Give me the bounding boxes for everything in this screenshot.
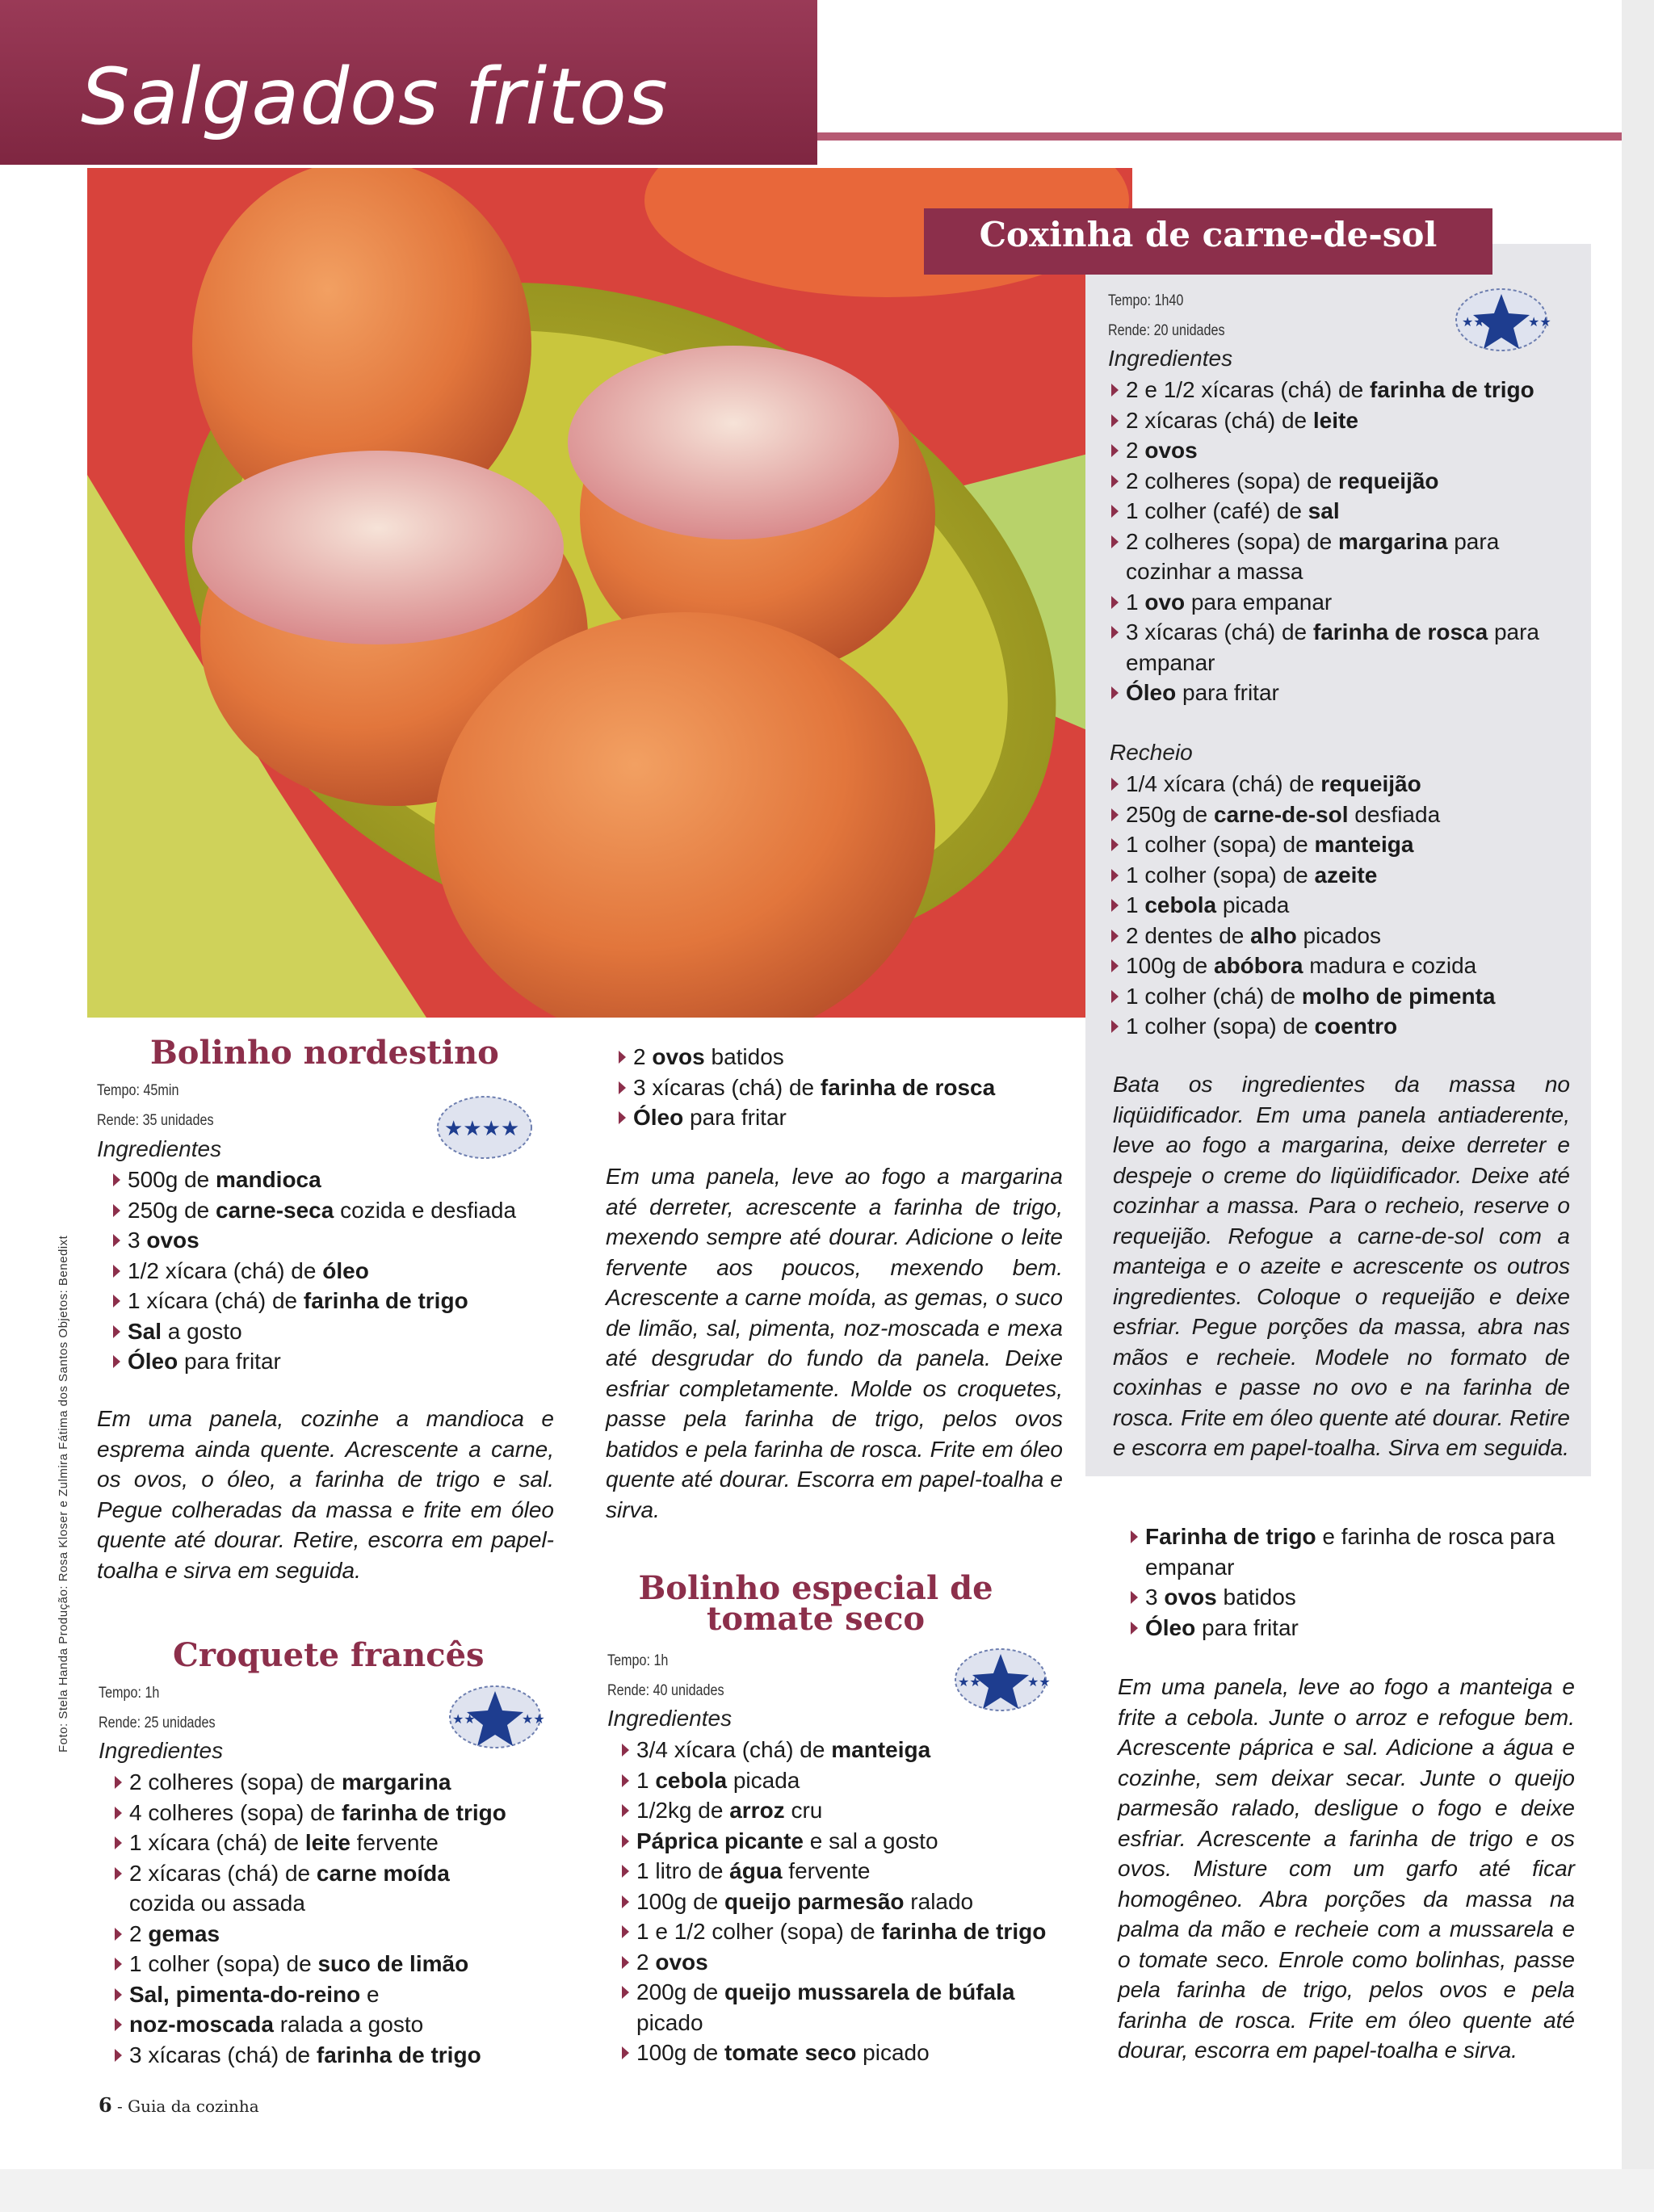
bolinho-tomate-title-line1: Bolinho especial de [638,1569,993,1607]
ingredient-item [115,1979,518,2010]
bolinho-tomate-ingredient-list [622,1735,1074,2068]
difficulty-stars-icon [433,1092,536,1163]
ingredient-text: Óleo [1145,1614,1196,1640]
ingredient-item [1111,527,1557,587]
ingredient-item [622,1735,1074,1765]
ingredient-item [115,2009,518,2040]
ingredient-text: 1/2 xícara (chá) de [128,1257,323,1283]
ingredient-text: para fritar [178,1349,281,1374]
ingredient-text: 1 colher (sopa) de [1126,832,1315,857]
ingredient-text: Sal, pimenta-do-reino [129,1981,361,2007]
ingredient-item [115,2040,518,2071]
ingredient-text: picado [856,2040,930,2065]
ingredient-text: batidos [1216,1584,1296,1610]
bolinho-nordestino-title: Bolinho nordestino [150,1034,499,1072]
ingredient-item [1131,1522,1583,1582]
ingredient-text: ovos [146,1228,199,1253]
ingredient-text: ovos [652,1044,705,1069]
ingredient-text: 250g de [128,1197,216,1223]
croquete-ingredient-list [115,1767,518,2070]
coxinha-tempo: Tempo: 1h40 [1108,292,1184,309]
ingredient-text: carne-seca [216,1197,334,1223]
ingredient-text: para fritar [683,1105,787,1130]
ingredient-item [619,1102,1071,1133]
ingredient-text: margarina [342,1769,451,1794]
bolinho-nordestino-tempo: Tempo: 45min [97,1082,179,1099]
ingredient-item [1111,375,1557,405]
ingredient-item [113,1225,565,1256]
coxinha-ingredient-list [1111,375,1557,708]
coxinha-rende: Rende: 20 unidades [1108,322,1225,339]
ingredient-text: óleo [322,1257,369,1283]
photo-credit-text: Foto: Stela Handa Produção: Rosa Kloser e Zulmira Fátima dos Santos Objetos: Benedixt [57,1235,70,1752]
svg-text:★★: ★★ [452,1713,476,1727]
ingredient-text: Sal [128,1318,162,1344]
ingredient-text: 1 colher (café) de [1126,498,1308,523]
ingredient-text: 1/4 xícara (chá) de [1126,771,1321,796]
ingredient-item [1111,617,1557,678]
ingredient-text: e sal a gosto [803,1828,938,1853]
ingredient-item [622,1887,1074,1917]
ingredient-text: 3 [128,1228,147,1253]
difficulty-star-icon [1450,284,1552,355]
coxinha-method: Bata os ingredientes da massa no liqüidificador. Em uma panela antiaderente, leve ao fogo a margarina, deixe derreter e despeje o creme do liqüidificador. Deixe até cozinhar a massa. Para o recheio, reserve o requeijão. Refogue a carne-de-sol com a manteiga e o azeite e acrescente os outros ingredientes. Coloque o requeijão e deixe esfriar. Pegue porções da massa, abra nas mãos e recheie. Modele no formato de coxinhas e passe no ovo e na farinha de rosca. Frite em óleo quente até dourar. Retire e escorra em papel-toalha. Sirva em seguida. [1113,1072,1570,1460]
ingredient-text: requeijão [1320,771,1421,796]
ingredient-text: 1 [636,1767,656,1793]
ingredient-text: a gosto [162,1318,242,1344]
ingredient-text: noz-moscada [129,2012,274,2037]
croquete-ingredients-label: Ingredientes [99,1738,224,1763]
ingredient-text: fervente [350,1830,439,1855]
ingredient-item [1111,496,1557,527]
coxinha-title: Coxinha de carne-de-sol [979,215,1438,254]
ingredient-text: picada [727,1767,800,1793]
ingredient-item [115,1767,518,1798]
ingredient-text: ovos [655,1949,708,1975]
ingredient-item [1111,678,1557,708]
croquete-title: Croquete francês [173,1636,485,1674]
ingredient-text: farinha de trigo [1369,377,1534,402]
page-number: 6 [99,2093,112,2117]
scan-bottom-edge [0,2169,1654,2212]
scan-edge [1622,0,1654,2212]
ingredient-text: sal [1308,498,1340,523]
ingredient-text: manteiga [831,1737,931,1762]
ingredient-text: e farinha de rosca para empanar [1145,1524,1555,1580]
ingredient-text: picado [636,2009,703,2035]
ingredient-text: 2 xícaras (chá) de [1126,407,1313,433]
ingredient-text: leite [1312,407,1358,433]
ingredient-text: 3 xícaras (chá) de [1126,619,1313,644]
ingredient-text: gemas [148,1920,220,1946]
svg-text:★★: ★★ [1462,316,1485,329]
bolinho-tomate-ingredients-label: Ingredientes [607,1706,733,1731]
ingredient-item [622,1856,1074,1887]
ingredient-item [113,1346,565,1377]
ingredient-text: e [360,1981,380,2007]
ingredient-text: requeijão [1338,468,1439,493]
ingredient-text: 250g de [1126,801,1214,827]
ingredient-text: para fritar [1195,1614,1299,1640]
ingredient-text: queijo mussarela de búfala [724,1979,1015,2004]
ingredient-text: para empanar [1185,589,1333,615]
ingredient-text: 3/4 xícara (chá) de [636,1737,832,1762]
croquete-rende: Rende: 25 unidades [99,1715,216,1731]
ingredient-item [113,1165,565,1195]
ingredient-text: suco de limão [317,1951,469,1976]
ingredient-text: 2 colheres (sopa) de [129,1769,342,1794]
ingredient-text: 2 [129,1920,149,1946]
ingredient-text: leite [304,1830,351,1855]
ingredient-text: picada [1216,892,1290,917]
ingredient-text: farinha de trigo [881,1919,1047,1944]
bolinho-tomate-tempo: Tempo: 1h [607,1652,669,1669]
ingredient-item [1111,769,1557,800]
ingredient-item [1111,466,1557,497]
ingredient-item [1131,1582,1583,1613]
croquete-ingredient-list-continued [619,1042,1071,1133]
ingredient-item [1111,435,1557,466]
ingredient-item [113,1195,565,1226]
ingredient-text: cebola [655,1767,728,1793]
ingredient-text: cozida ou assada [129,1891,305,1916]
ingredient-item [1111,951,1557,981]
photo-credit [57,1171,86,1752]
coxinha-filling-list [1111,769,1557,1042]
ingredient-text: 1 xícara (chá) de [128,1288,304,1313]
ingredient-item [622,1795,1074,1826]
ingredient-text: 2 [636,1949,656,1975]
ingredient-text: ovos [1144,438,1198,463]
ingredient-item [1111,587,1557,618]
ingredient-text: abóbora [1214,953,1303,978]
ingredient-text: 2 [633,1044,653,1069]
bolinho-tomate-method: Em uma panela, leve ao fogo a manteiga e frite a cebola. Junte o arroz e refogue bem. Acrescente páprica e sal. Adicione a água e cozinhe, sem deixar secar. Junte o queijo parmesão ralado, desligue o fogo e deixe esfriar. Acrescente a farinha de trigo e os ovos. Misture com um garfo até ficar homogêneo. Abra porções da massa na palma da mão e recheie com a mussarela e o tomate seco. Enrole como bolinhas, passe pela farinha de trigo, pelos ovos e pela farinha de rosca. Frite em óleo quente até dourar, escorra em papel-toalha e sirva. [1118,1674,1575,2063]
ingredient-text: madura e cozida [1303,953,1477,978]
ingredient-item [1111,1011,1557,1042]
ingredient-text: para fritar [1176,680,1279,705]
croquete-tempo: Tempo: 1h [99,1685,160,1702]
ingredient-text: picados [1296,922,1381,948]
svg-text:★★: ★★ [958,1676,981,1689]
ingredient-text: 100g de [1126,953,1214,978]
bolinho-tomate-ingredient-list-continued [1131,1522,1583,1643]
ingredient-item [1111,921,1557,951]
ingredient-text: ralada a gosto [273,2012,424,2037]
ingredient-text: cozida e desfiada [334,1197,517,1223]
ingredient-text: mandioca [216,1167,321,1192]
ingredient-text: 2 colheres (sopa) de [1126,528,1339,554]
ingredient-text: 1 [1126,589,1145,615]
bolinho-tomate-title-line2: tomate seco [706,1600,926,1638]
coxinha-ingredients-label: Ingredientes [1108,346,1233,371]
ingredient-text: 3 xícaras (chá) de [633,1074,821,1100]
ingredient-text: ralado [904,1888,974,1914]
ingredient-item [1111,405,1557,436]
ingredient-text: água [729,1858,783,1883]
ingredient-item [115,1858,518,1919]
ingredient-text: arroz [729,1798,785,1823]
ingredient-text: farinha de trigo [342,1799,506,1825]
ingredient-text: 2 dentes de [1126,922,1251,948]
page-title: Salgados fritos [81,52,669,142]
ingredient-text: 200g de [636,1979,724,2004]
bolinho-nordestino-ingredient-list [113,1165,565,1377]
coxinha-photo [87,168,1132,1018]
bolinho-nordestino-rende: Rende: 35 unidades [97,1112,214,1129]
ingredient-text: ovos [1164,1584,1217,1610]
ingredient-text: para cozinhar a massa [1126,528,1500,584]
ingredient-text: alho [1250,922,1297,948]
ingredient-text: margarina [1338,528,1448,554]
ingredient-item [115,1949,518,1979]
ingredient-item [115,1919,518,1950]
ingredient-item [1131,1613,1583,1643]
ingredient-text: farinha de rosca [820,1074,996,1100]
ingredient-text: 1 xícara (chá) de [129,1830,305,1855]
ingredient-text: 1 colher (sopa) de [129,1951,318,1976]
ingredient-item [1111,981,1557,1012]
header-rule [817,132,1622,141]
ingredient-item [113,1256,565,1286]
ingredient-text: Farinha de trigo [1145,1524,1316,1549]
ingredient-text: carne-de-sol [1214,801,1349,827]
ingredient-text: Páprica picante [636,1828,804,1853]
ingredient-item [622,2038,1074,2068]
ingredient-text: 1 colher (sopa) de [1126,1014,1315,1039]
ingredient-item [622,1765,1074,1796]
page-footer [99,2093,259,2117]
ingredient-item [622,1947,1074,1978]
ingredient-text: farinha de rosca [1312,619,1488,644]
ingredient-item [113,1316,565,1347]
ingredient-text: coentro [1314,1014,1398,1039]
difficulty-star-icon [950,1644,1052,1715]
ingredient-text: ovo [1144,589,1186,615]
ingredient-text: fervente [782,1858,871,1883]
ingredient-text: 500g de [128,1167,216,1192]
bolinho-nordestino-method: Em uma panela, cozinhe a mandioca e esprema ainda quente. Acrescente a carne, os ovos, o óleo, a farinha de trigo e sal. Pegue colheradas da massa e frite em óleo quente até dourar. Retire, escorra em papel-toalha e sirva em seguida. [97,1406,554,1583]
ingredient-text: 100g de [636,1888,724,1914]
croquete-method: Em uma panela, leve ao fogo a margarina até derreter, acrescente a farinha de trigo, mexendo sempre até dourar. Adicione o leite fervente aos poucos, mexendo bem. Acrescente a carne moída, as gemas, o suco de limão, sal, pimenta, noz-moscada e mexa até desgrudar do fundo da panela. Deixe esfriar completamente. Molde os croquetes, passe pela farinha de trigo, pelos ovos batidos e pela farinha de rosca. Frite em óleo quente até dourar. Escorra em papel-toalha e sirva. [606,1164,1063,1522]
ingredient-text: 2 [1126,438,1145,463]
ingredient-text: manteiga [1314,832,1414,857]
ingredient-item [113,1286,565,1316]
ingredient-text: Óleo [1126,680,1177,705]
ingredient-text: 100g de [636,2040,724,2065]
ingredient-text: 1 colher (sopa) de [1126,862,1315,888]
svg-text:★★★★: ★★★★ [444,1116,520,1140]
ingredient-text: carne moída [316,1860,450,1886]
ingredient-text: 2 e 1/2 xícaras (chá) de [1126,377,1370,402]
ingredient-text: para empanar [1126,619,1540,675]
ingredient-text: 1 [1126,892,1145,917]
coxinha-filling-label: Recheio [1110,740,1193,765]
bolinho-tomate-rende: Rende: 40 unidades [607,1682,724,1699]
ingredient-text: 3 xícaras (chá) de [129,2042,317,2067]
ingredient-item [619,1042,1071,1072]
bolinho-nordestino-ingredients-label: Ingredientes [97,1136,222,1161]
ingredient-text: 3 [1145,1584,1165,1610]
ingredient-text: batidos [704,1044,784,1069]
svg-text:★★: ★★ [1528,316,1551,329]
ingredient-text: queijo parmesão [724,1888,905,1914]
ingredient-text: Óleo [128,1349,178,1374]
ingredient-text: molho de pimenta [1301,983,1496,1009]
ingredient-item [1111,800,1557,830]
ingredient-item [1111,860,1557,891]
ingredient-item [115,1828,518,1858]
ingredient-text: Óleo [633,1105,684,1130]
ingredient-text: 1 litro de [636,1858,730,1883]
ingredient-text: desfiada [1348,801,1441,827]
ingredient-item [622,1826,1074,1857]
ingredient-text: cebola [1144,892,1217,917]
ingredient-item [115,1798,518,1828]
ingredient-text: azeite [1314,862,1378,888]
ingredient-item [622,1977,1074,2038]
ingredient-text: 2 xícaras (chá) de [129,1860,317,1886]
bolinho-tomate-title [614,1569,1018,1638]
publication-name: - Guia da cozinha [111,2097,259,2116]
ingredient-text: 1 e 1/2 colher (sopa) de [636,1919,882,1944]
svg-text:★★: ★★ [522,1713,545,1727]
difficulty-star-icon [444,1681,546,1752]
ingredient-text: 1/2kg de [636,1798,730,1823]
ingredient-text: tomate seco [724,2040,857,2065]
svg-text:★★: ★★ [1027,1676,1051,1689]
ingredient-text: 2 colheres (sopa) de [1126,468,1339,493]
ingredient-text: 4 colheres (sopa) de [129,1799,342,1825]
ingredient-text: 1 colher (chá) de [1126,983,1302,1009]
ingredient-item [619,1072,1071,1103]
ingredient-text: cru [784,1798,823,1823]
ingredient-item [1111,829,1557,860]
ingredient-item [622,1916,1074,1947]
ingredient-text: farinha de trigo [316,2042,481,2067]
ingredient-text: farinha de trigo [303,1288,468,1313]
ingredient-item [1111,890,1557,921]
